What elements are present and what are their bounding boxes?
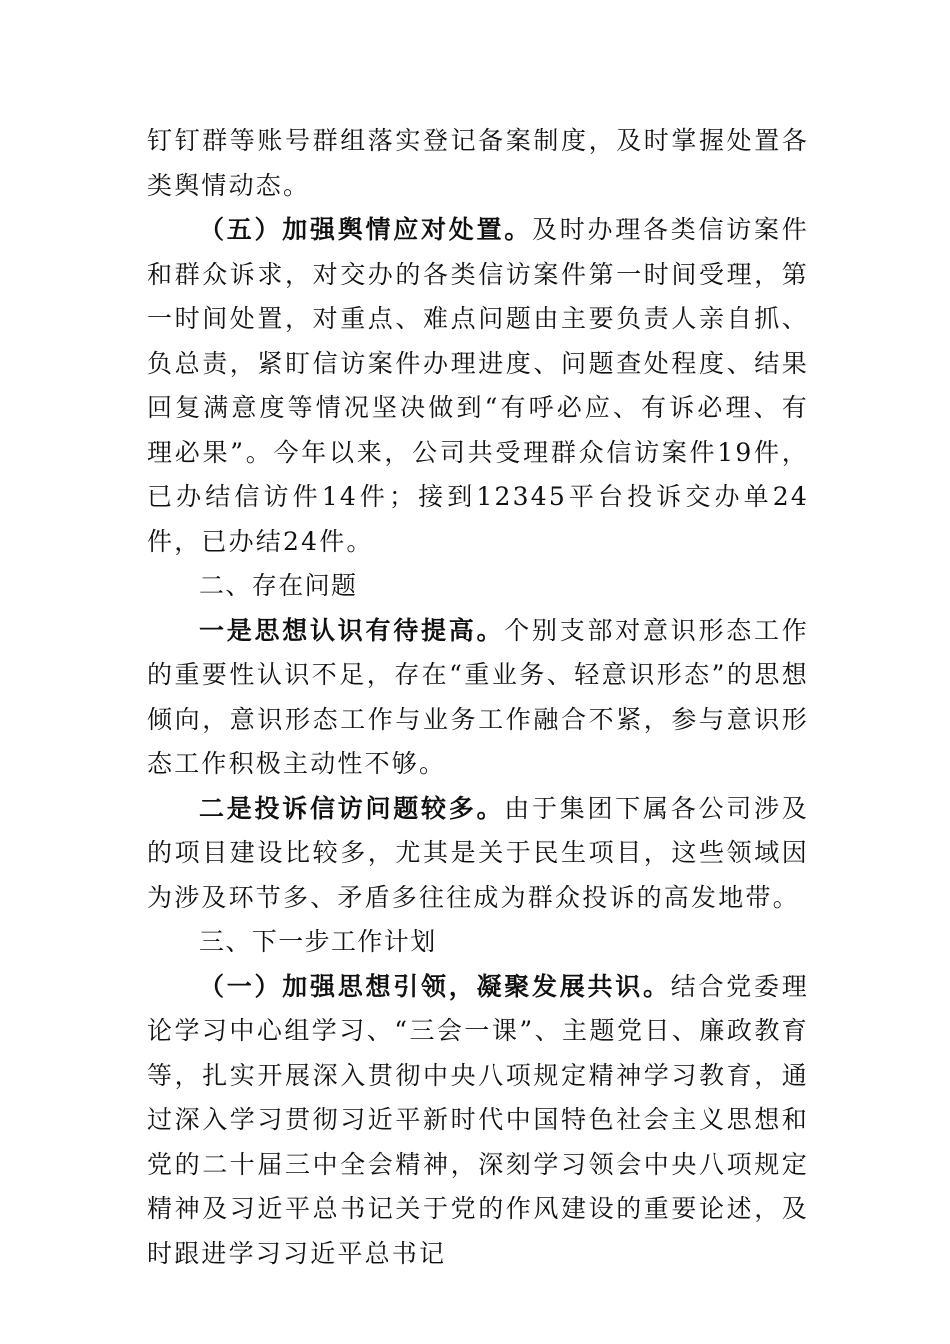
problem-item-2-lead: 二是投诉信访问题较多。	[199, 793, 505, 823]
section5-paragraph	[147, 208, 809, 564]
section5-lead: （五）加强舆情应对处置。	[199, 215, 533, 244]
section5-body: 及时办理各类信访案件和群众诉求，对交办的各类信访案件第一时间受理，第一时间处置，对重点、难点问题由主要负责人亲自抓、负总责，紧盯信访案件办理进度、问题查处程度、结果回复满意度等情况坚决做到“有呼必应、有诉必理、有理必果”。今年以来，公司共受理群众信访案件19件，已办结信访件14件；接到12345平台投诉交办单24件，已办结24件。	[147, 215, 809, 556]
plan-item-1-body: 结合党委理论学习中心组学习、“三会一课”、主题党日、廉政教育等，扎实开展深入贯彻中央八项规定精神学习教育，通过深入学习贯彻习近平新时代中国特色社会主义思想和党的二十届三中全会精神，深刻学习领会中央八项规定精神及习近平总书记关于党的作风建设的重要论述，及时跟进学习习近平总书记	[147, 971, 809, 1268]
document-page	[147, 119, 809, 1276]
problem-item-2-body: 由于集团下属各公司涉及的项目建设比较多，尤其是关于民生项目，这些领域因为涉及环节多、矛盾多往往成为群众投诉的高发地带。	[147, 793, 810, 912]
problems-heading: 二、存在问题	[199, 571, 358, 600]
section4-continuation	[147, 119, 809, 208]
problem-item-1-lead: 一是思想认识有待提高。	[199, 615, 505, 645]
plan-item-1-lead: （一）加强思想引领，凝聚发展共识。	[199, 971, 671, 1001]
problem-item-2	[147, 787, 809, 921]
plan-heading: 三、下一步工作计划	[199, 927, 437, 956]
plan-item-1	[147, 965, 809, 1277]
problem-item-1	[147, 609, 809, 787]
problem-item-1-body: 个别支部对意识形态工作的重要性认识不足，存在“重业务、轻意识形态”的思想倾向，意识形态工作与业务工作融合不紧，参与意识形态工作积极主动性不够。	[147, 615, 810, 778]
section4-continuation-text: 钉钉群等账号群组落实登记备案制度，及时掌握处置各类舆情动态。	[147, 126, 809, 200]
